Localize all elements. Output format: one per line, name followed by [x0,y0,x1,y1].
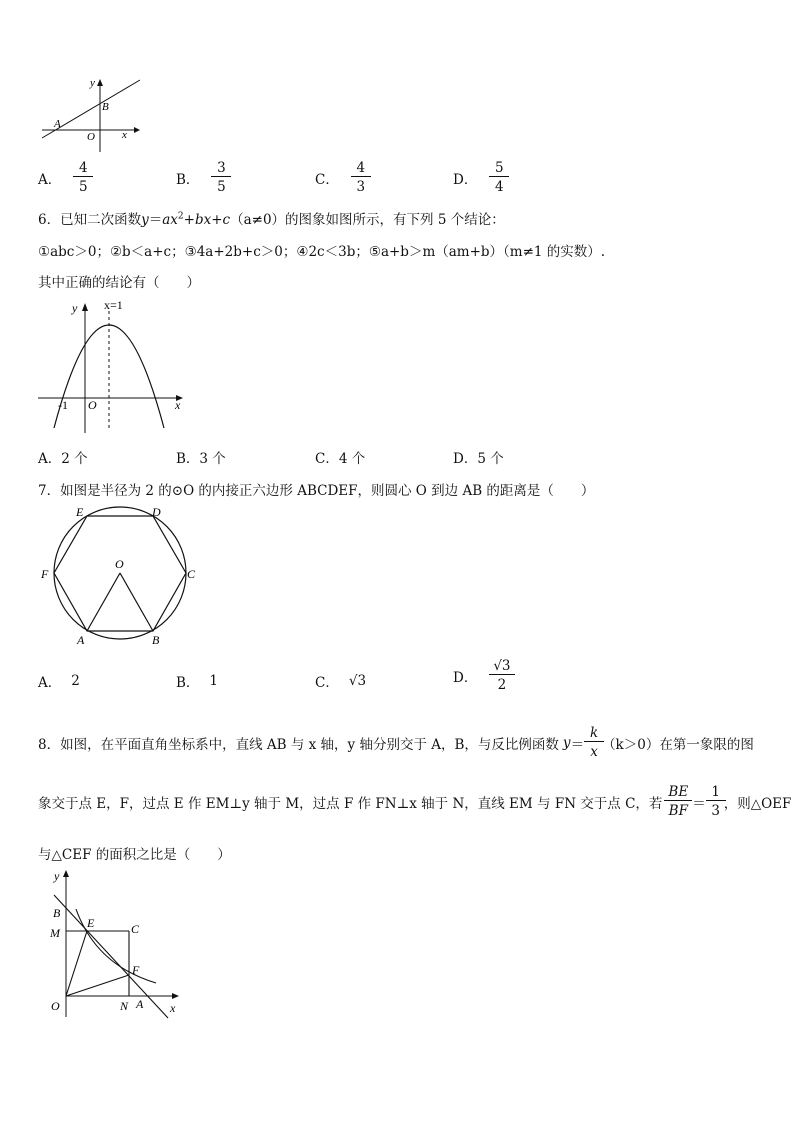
label-x1: x=1 [104,298,123,312]
label-a: A [54,118,61,130]
y-axis-arrow [82,303,88,311]
label-e: E [76,505,84,519]
segment-oa [87,573,120,631]
q6-option-b[interactable]: B．3 个 [176,451,226,467]
y-axis-arrow [97,79,103,86]
q7-option-c[interactable]: C． √3 [315,673,367,691]
q8-stem-line1: 8．如图，在平面直角坐标系中，直线 AB 与 x 轴，y 轴分别交于 A，B，与反比例函数 y ＝ $\frac{k}{x}$ （k＞0）在第一象限的图 [38,725,754,761]
label-d: D [152,505,161,519]
label-y: y [72,301,78,315]
label-b: B [53,906,61,920]
label-x: x [175,398,181,412]
q7-option-d[interactable]: D． $\frac{√3}{2}$ [453,658,513,693]
q7-stem: 7．如图是半径为 2 的⊙O 的内接正六边形 ABCDEF，则圆心 O 到边 AB 的距离是（ ） [38,483,595,499]
fraction-one-third: $\frac{1}{3}$ [708,784,724,819]
label-y: y [54,869,60,883]
label-a: A [77,633,85,647]
q5-option-b[interactable]: B． $\frac{3}{5}$ [176,160,229,195]
label-c: C [187,567,196,581]
q7-figure [36,500,206,650]
q6-option-c[interactable]: C．4 个 [315,451,366,467]
label-e: E [87,916,95,930]
q6-stem-line2: ①abc＞0；②b＜a+c；③4a+2b+c＞0；④2c＜3b；⑤a+b＞m（am+b）（m≠1 的实数）. [38,244,606,260]
label-f: F [41,567,49,581]
label-o: O [87,131,95,143]
label-b: B [152,633,160,647]
label-o: O [88,398,97,412]
fraction-be-bf: $\frac{BE}{BF}$ [666,784,690,819]
q5-figure [30,72,150,157]
label-minus-one: -1 [58,398,68,412]
label-o: O [51,999,60,1013]
q6-option-a[interactable]: A．2 个 [38,451,88,467]
q5-option-d[interactable]: D． $\frac{5}{4}$ [453,160,507,195]
fraction: $\frac{√3}{2}$ [491,658,512,693]
fraction: $\frac{5}{4}$ [491,160,507,195]
label-c: C [131,922,140,936]
label-b: B [102,101,109,113]
label-x: x [122,129,127,141]
segment-ob [120,573,153,631]
q6-stem-line3: 其中正确的结论有（ ） [38,275,200,291]
q8-figure [40,865,190,1020]
segment-of [66,975,129,996]
q6-stem-line1: 6．已知二次函数$y=ax^2+bx+c(a\ne 0)$的图象如图所示，有下列 5 个结论： [38,211,505,228]
label-f: F [132,963,140,977]
x-axis-arrow [172,993,179,999]
fraction: $\frac{4}{5}$ [75,160,91,195]
y-axis-arrow [63,870,69,877]
parabola [54,325,164,428]
q6-figure [34,295,194,440]
label-a: A [136,997,144,1011]
label-x: x [170,1001,176,1015]
label-y: y [90,77,95,89]
q5-option-a[interactable]: A． $\frac{4}{5}$ [38,160,91,195]
q5-option-c[interactable]: C． $\frac{4}{3}$ [315,160,369,195]
line-ab [54,895,168,1018]
segment-oe [66,931,87,996]
label-o: O [115,557,124,571]
q8-stem-line3: 与△CEF 的面积之比是（ ） [38,847,231,863]
q8-stem-line2: 象交于点 E，F，过点 E 作 EM⊥y 轴于 M，过点 F 作 FN⊥x 轴于 N，直线 EM 与 FN 交于点 C，若 $\frac{BE}{BF}$ ＝ $\frac{1}{3}$ ，则△OEF [38,784,792,820]
label-m: M [50,926,60,940]
x-axis-arrow [134,127,140,133]
q6-option-d[interactable]: D．5 个 [453,451,504,467]
fraction-k-over-x: $\frac{k}{x}$ [586,725,602,760]
label-n: N [120,999,129,1013]
q7-option-b[interactable]: B． 1 [176,673,219,691]
fraction: $\frac{3}{5}$ [213,160,229,195]
fraction: $\frac{4}{3}$ [353,160,369,195]
q7-option-a[interactable]: A． 2 [38,673,80,691]
